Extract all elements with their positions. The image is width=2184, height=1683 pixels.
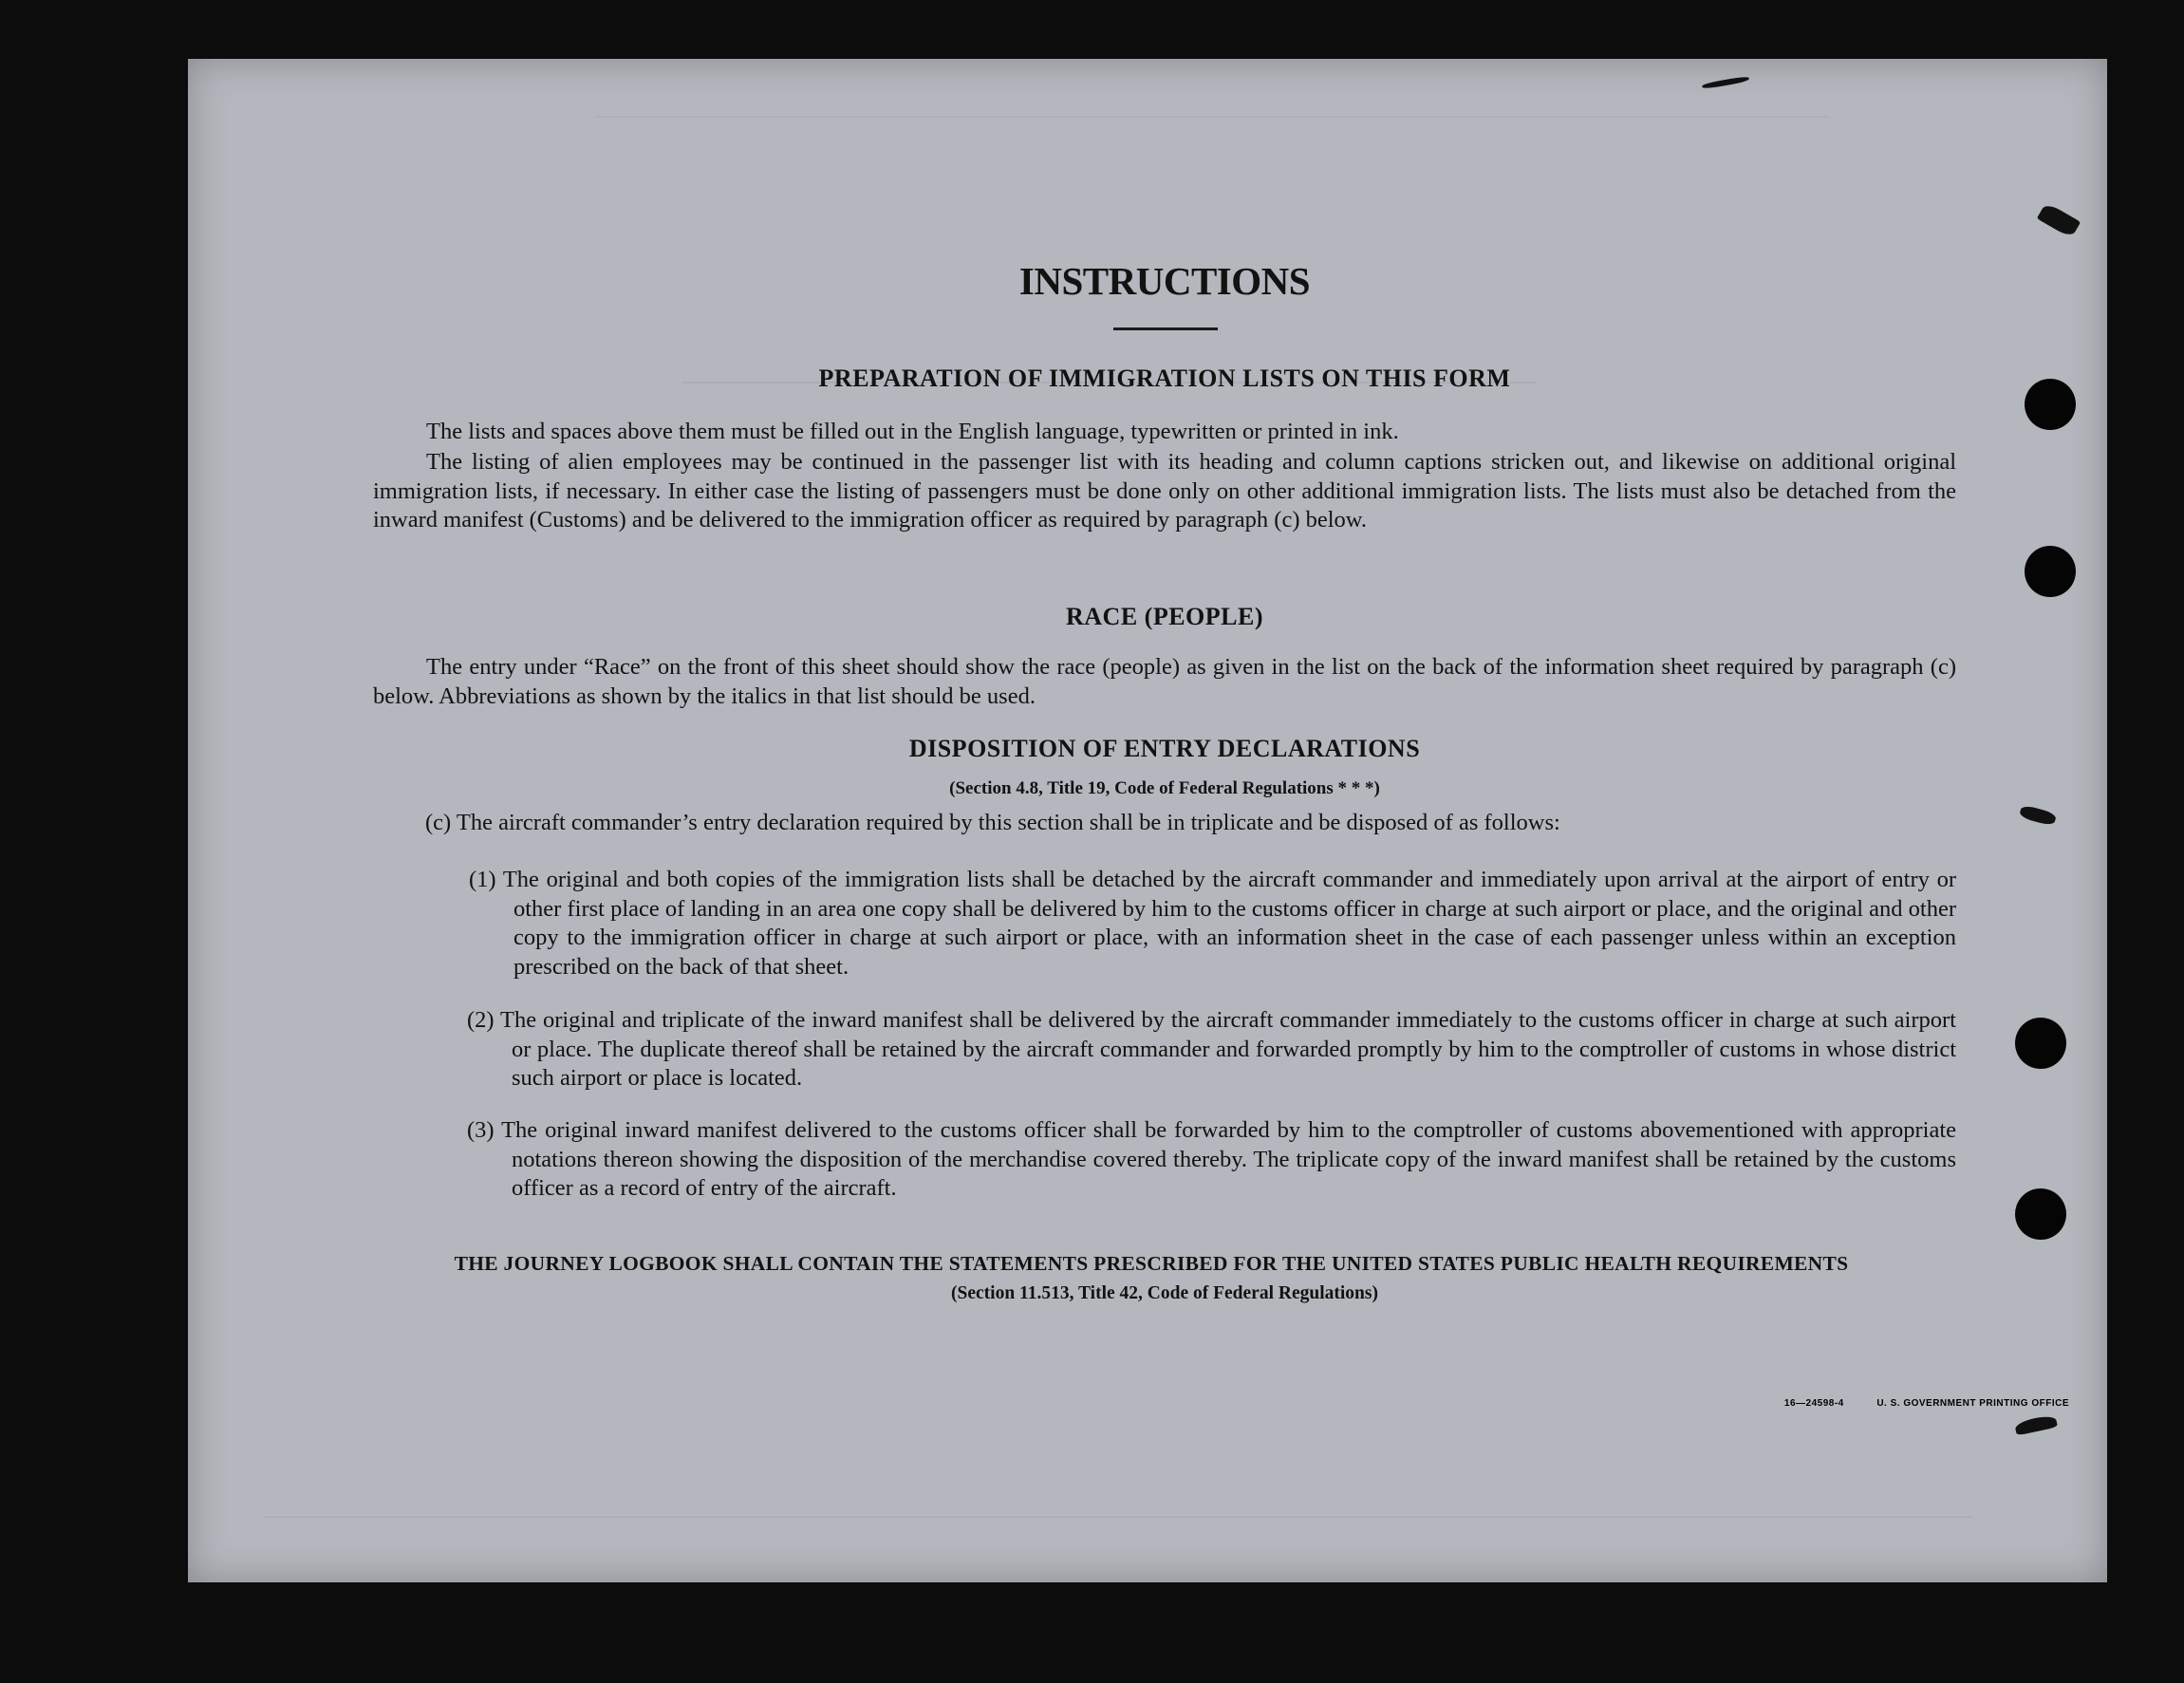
printer-name: U. S. GOVERNMENT PRINTING OFFICE — [1876, 1398, 2069, 1409]
title-rule — [1113, 327, 1218, 330]
printing-office-line — [1784, 1398, 2069, 1409]
race-paragraph: The entry under “Race” on the front of this sheet should show the race (people) as given in the list on the back of the information sheet required by paragraph (c) below. Abbreviations as shown by the italics in that list should be used. — [373, 654, 1956, 709]
punch-hole-4 — [2015, 1188, 2066, 1240]
disposition-heading: DISPOSITION OF ENTRY DECLARATIONS — [908, 735, 1421, 762]
page-title: INSTRUCTIONS — [1018, 259, 1311, 303]
preparation-paragraph-1: The lists and spaces above them must be filled out in the English language, typewritten or printed in ink. — [426, 419, 1399, 444]
disposition-item-2: (2) The original and triplicate of the inward manifest shall be delivered by the aircraft commander immediately to the customs officer in charge at such airport or place. The duplicate thereof shall be retained by the aircraft commander and forwarded promptly by him to the comptroller of customs in whose district such airport or place is located. — [467, 1007, 1956, 1091]
preparation-paragraph-2: The listing of alien employees may be continued in the passenger list with its heading and column captions stricken out, and likewise on additional original immigration lists, if necessary. In either case the listing of passengers must be done only on other additional immigration lists. The lists must also be detached from the inward manifest (Customs) and be delivered to the immigration officer as required by paragraph (c) below. — [373, 449, 1956, 533]
punch-hole-3 — [2015, 1018, 2066, 1069]
logbook-statement: THE JOURNEY LOGBOOK SHALL CONTAIN THE STATEMENTS PRESCRIBED FOR THE UNITED STATES PUBLIC HEALTH REQUIREMENTS — [454, 1252, 1849, 1275]
edge-mark-1 — [2037, 202, 2081, 238]
punch-hole-1 — [2025, 379, 2076, 430]
edge-mark-2 — [2019, 804, 2057, 826]
disposition-item-1: (1) The original and both copies of the immigration lists shall be detached by the aircraft commander and immediately upon arrival at the airport of entry or other first place of landing in an area one copy shall be delivered by him to the customs officer in charge at such airport or place, and the original and other copy to the immigration officer in charge at such airport or place, with an information sheet in the case of each passenger unless within an exception prescribed on the back of that sheet. — [469, 867, 1956, 980]
bleed-through-header — [596, 116, 1830, 155]
bleed-through-line-2 — [264, 1516, 1972, 1518]
edge-mark-4 — [1702, 76, 1749, 90]
edge-mark-3 — [2014, 1414, 2058, 1436]
form-number: 16—24598-4 — [1783, 1398, 1844, 1409]
disposition-citation: (Section 4.8, Title 19, Code of Federal Regulations * * *) — [949, 778, 1380, 798]
preparation-heading: PREPARATION OF IMMIGRATION LISTS ON THIS FORM — [818, 365, 1511, 392]
punch-hole-2 — [2025, 546, 2076, 597]
logbook-citation: (Section 11.513, Title 42, Code of Federal Regulations) — [951, 1283, 1378, 1303]
race-heading: RACE (PEOPLE) — [1066, 603, 1263, 630]
disposition-item-3: (3) The original inward manifest delivered to the customs officer shall be forwarded by him to the comptroller of customs abovementioned with appropriate notations thereon showing the disposition of the merchandise covered thereby. The triplicate copy of the inward manifest shall be retained by the customs officer as a record of entry of the aircraft. — [467, 1117, 1956, 1201]
document-page — [188, 59, 2107, 1582]
disposition-intro: (c) The aircraft commander’s entry declaration required by this section shall be in triplicate and be disposed of as follows: — [425, 810, 1560, 835]
